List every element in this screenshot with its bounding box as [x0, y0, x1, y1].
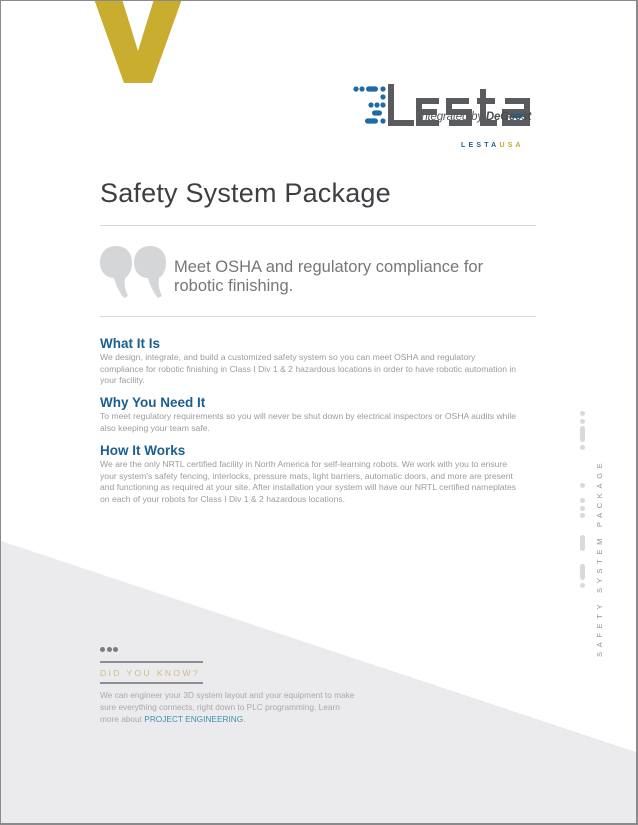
did-you-know-bottom-rule: [100, 682, 203, 684]
quote-mark-icon: [100, 246, 166, 300]
did-you-know-dots-icon: [100, 647, 118, 652]
section-why-you-need-it: [100, 395, 520, 434]
section-heading: How It Works: [100, 443, 186, 458]
pull-quote: Meet OSHA and regulatory compliance for robotic finishing.: [174, 258, 484, 295]
logo-tagline: [419, 111, 531, 123]
section-body: To meet regulatory requirements so you will never be shut down by electrical inspectors or OSHA audits while also keeping your team safe.: [100, 411, 517, 433]
tagline-brand: DeGeest: [485, 111, 532, 123]
tagline-prefix: integrated by: [419, 111, 486, 123]
section-body: We are the only NRTL certified facility in North America for self-learning robots. We work with you to ensure your system's safety fencing, interlocks, pressure mats, light barriers, automatic doors, and more are present and functioning as required at your site. After installation your system will have our NRTL certified nameplates on each of your robots for Class I Div 1 & 2 hazardous locations.: [100, 459, 517, 504]
lesta-usa-main: LESTA: [461, 142, 500, 149]
title-divider: [100, 225, 536, 226]
section-how-it-works: [100, 443, 520, 505]
project-engineering-link[interactable]: PROJECT ENGINEERING: [144, 713, 244, 724]
side-label-vertical: SAFETY SYSTEM PACKAGE: [595, 458, 604, 657]
quote-divider: [100, 316, 536, 317]
did-you-know-top-rule: [100, 661, 203, 663]
section-what-it-is: [100, 336, 520, 387]
section-heading: Why You Need It: [100, 395, 206, 410]
did-you-know-title: DID YOU KNOW?: [100, 668, 200, 678]
page-title: Safety System Package: [100, 178, 391, 208]
did-you-know-suffix: .: [243, 713, 246, 724]
decorative-v-letter: [94, 0, 184, 85]
did-you-know-body: [100, 690, 360, 725]
section-heading: What It Is: [100, 336, 160, 351]
lesta-logo-icon: [351, 63, 541, 153]
section-body: We design, integrate, and build a customized safety system so you can meet OSHA and regulatory compliance for robotic finishing in Class I Div 1 & 2 hazardous locations in order to have robotic automation in your facility.: [100, 352, 517, 386]
lesta-usa-label[interactable]: [461, 142, 524, 149]
decorative-side-dots: [578, 411, 586, 590]
did-you-know-text: We can engineer your 3D system layout and your equipment to make sure everything connects, right down to PLC programming. Learn more about: [100, 690, 355, 724]
lesta-usa-suffix: USA: [499, 142, 524, 149]
